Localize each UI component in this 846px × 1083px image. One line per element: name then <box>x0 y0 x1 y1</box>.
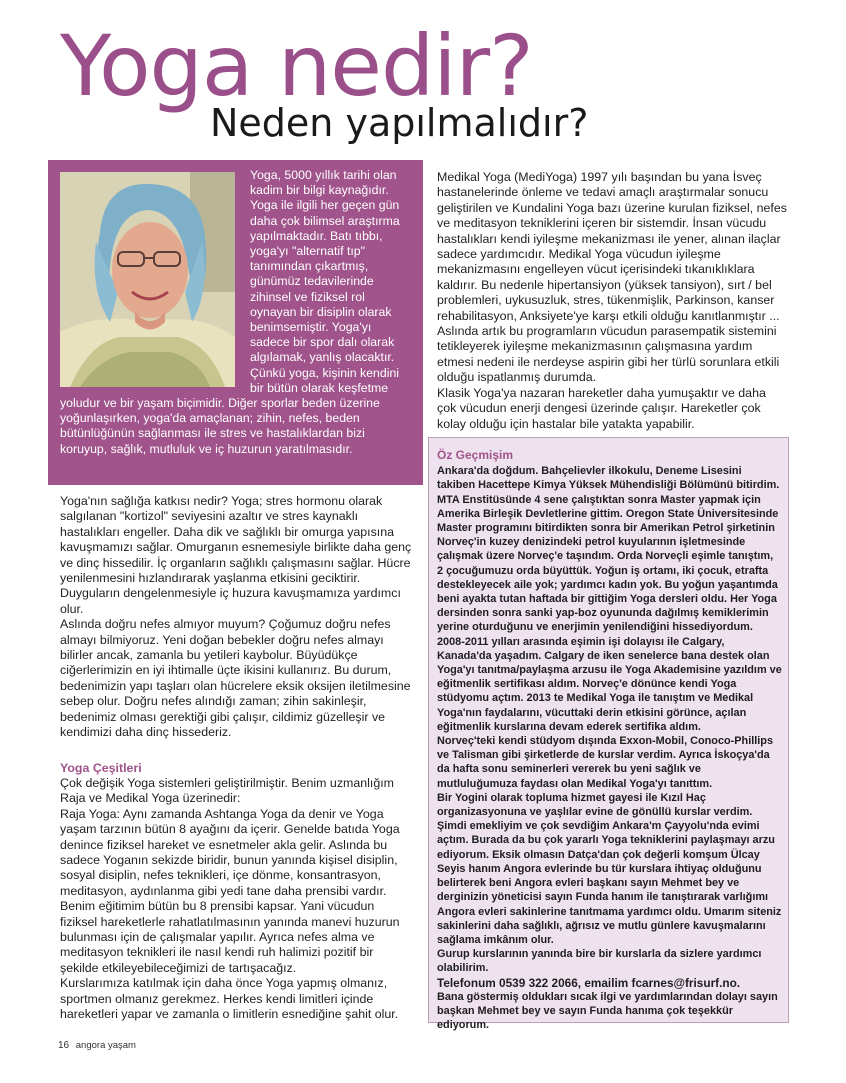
bio-paragraph: Ankara'da doğdum. Bahçelievler ilkokulu, Deneme Lisesini takiben Hacettepe Kimya Yüksek Mühendisliği Bölümünü bitirdim. MTA Enstitüsünde 4 sene çalıştıktan sonra Master yapmak için Amerika Birleşik Devletlerine gittim. Oregon State Üniversitesinde Master programını bitirdikten sonra bir Amerikan Petrol şirketinin Norveç'in kuzey denizindeki petrol kuyularının işletmesinde çalışmak üzere Norveç'e taşındım. Orda Norveçli eşimle tanıştım, 2 çocuğumuzu orda büyüttük. Yoğun iş ortamı, iki çocuk, etrafta destekleyecek aile yok; yardımcı kadın yok. Bu yoğun yaşantımda beni ayakta tutan haftada bir gittiğim Yoga dersleri oldu. Her Yoga dersinden sonra sanki yap-boz oyununda dağılmış kemiklerimin yerine oturduğunu ve enerjimin yenilendiğini hissediyordum. <box>437 465 780 634</box>
bio-paragraph: Bana göstermiş oldukları sıcak ilgi ve yardımlarından dolayı sayın başkan Mehmet bey ve sayın Funda hanıma çok teşekkür ediyorum. <box>437 990 778 1032</box>
bio-box <box>428 437 789 1032</box>
paragraph: Medikal Yoga (MediYoga) 1997 yılı başından bu yana İsveç hastanelerinde önleme ve tedavi amaçlı araştırmalar sonucu geliştirilen ve Kundalini Yoga bazı üzerine kurulan fiziksel, nefes ve meditasyon tekniklerini içeren bir sistemdir. İnsan vücudu hastalıkları kendi iyileşme mekanizması ile yener, alınan ilaçlar sadece yardımcıdır. Medikal Yoga vücudun iyileşme mekanizmasını engelleyen vücut içerisindeki tıkanıklıklara kaldırır. Bu nedenle hipertansiyon (yüksek tansiyon), sırt / bel problemleri, uykusuzluk, stres, tükenmişlik, Parkinson, kanser rehabilitasyon, Anksiyete'ye karşı etkili olduğu kanıtlanmıştır ... Aslında artık bu programların vücudun parasempatik sistemini tetikleyerek iyileşme mekanizmasının çalışmasına yardım etmesi nedeni ile nerdeyse aspirin gibi her türlü sorunlara etkili olduğu ispatlanmış durumda. <box>437 170 787 385</box>
publication-name: angora yaşam <box>75 1040 136 1051</box>
paragraph: Klasik Yoga'ya nazaran hareketler daha yumuşaktır ve daha çok vücudun enerji dengesi üzerinde çalışır. Hareketler çok kolay olduğu için hastalar bile yatakta yapabilir. <box>437 385 766 431</box>
bio-paragraph: Norveç'teki kendi stüdyom dışında Exxon-Mobil, Conoco-Phillips ve Talisman gibi şirketlerde de kurslar verdim. Ayrıca İskoçya'da da hafta sonu seminerleri vererek bu yeni sağlık ve mutluluğumuza faydası olan Medikal Yoga'yı tanıttım. <box>437 735 774 790</box>
paragraph: Raja Yoga: Aynı zamanda Ashtanga Yoga da denir ve Yoga yaşam tarzının bütün 8 ayağını da içerir. Genelde batıda Yoga denince fiziksel hareket ve esnetmeler akla gelir. Aslında bu sadece Yoganın sekizde biridir, bunun yanında kişisel disiplin, sosyal disiplin, nefes teknikleri, içe dönme, konsantrasyon, meditasyon, aydınlanma gibi yedi tane daha prensibi vardır. Benim eğitimim bütün bu 8 prensibi kapsar. Yani vücudun fiziksel hareketlerle rahatlatılmasının yanında manevi huzurun bulunması için de çalışmalar yapılır. Ayrıca nefes alma ve meditasyon teknikleri ile nasıl kendi ruh halimizi pozitif bir şekilde etkileyebileceğimizi de tartışacağız. <box>60 806 400 975</box>
page-title: Yoga nedir? <box>60 17 533 115</box>
paragraph: Aslında doğru nefes almıyor muyum? Çoğumuz doğru nefes almayı bilmiyoruz. Yeni doğan bebekler doğru nefes almayı bilirler ancak, zamanla bu yetileri kaybolur. Büyüdükçe ciğerlerimizin en iyi ihtimalle üçte ikisini kullanırız. Bu durum, bedenimizin yapı taşları olan hücrelere eksik oksijen iletilmesine sebep olur. Doğru nefes alındığı zaman; zihin sakinleşir, bedenimiz olması gerektiği gibi çalışır, cildimiz güzelleşir ve kendimizi daha dinç hissederiz. <box>60 617 411 740</box>
bio-paragraph: 2008-2011 yılları arasında eşimin işi dolayısı ile Calgary, Kanada'da yaşadım. Calgary de iken senelerce bana destek olan Yoga'yı tanıtma/paylaşma arzusu ile Yoga Akademisine yazıldım ve eğitmenlik sertifikası aldım. Norveç'e dönünce kendi Yoga stüdyomu açtım. 2013 te Medikal Yoga ile tanıştım ve Medikal Yoga'nın faydalarını, vücuttaki derin etkisini görünce, açılan eğitmenlik kurslarına devam ederek sertifika aldım. <box>437 635 782 733</box>
bio-paragraph: Bir Yogini olarak topluma hizmet gayesi ile Kızıl Haç organizasyonuna ve yaşlılar evine de gönüllü kurslar verdim. <box>437 791 753 819</box>
right-column <box>437 170 787 432</box>
page-subtitle: Neden yapılmalıdır? <box>210 101 589 145</box>
bio-paragraph: Gurup kurslarının yanında bire bir kurslarla da sizlere yardımcı olabilirim. <box>437 948 762 975</box>
page-number: 16 <box>58 1040 70 1051</box>
paragraph: Yoga'nın sağlığa katkısı nedir? Yoga; stres hormonu olarak salgılanan "kortizol" seviyesini azaltır ve stres kaynaklı hastalıkları engeller. Daha dik ve sağlıklı bir omurga yapısına kavuşmamızı sağlar. Omurganın esnemesiyle birlikte daha genç ve dinç hissedilir. İç organların sağlıklı çalışmasını sağlar. Hücre yenilenmesini hızlandırarak yaşlanma etkisini geciktirir. Duyguların dengelenmesiyle iç huzura kavuşmamıza yardımcı olur. <box>60 494 412 616</box>
section-heading: Yoga Çeşitleri <box>60 760 142 775</box>
bio-heading: Öz Geçmişim <box>437 448 514 462</box>
bio-paragraph: Şimdi emekliyim ve çok sevdiğim Ankara'm Çayyolu'nda evimi açtım. Burada da bu çok yararlı Yoga tekniklerini paylaşmayı arzu ediyorum. Eksik olmasın Datça'dan çok değerli komşum Ülcay Seyis hanım Angora evlerinde bu tür kurslara ihtiyaç olduğunu belirterek beni Angora evleri başkanı sayın Mehmet bey ve derginizin yöneticisi sayın Funda hanım ile tanıştırarak varlığımı Angora evleri sakinlerine tanıtmama yardımcı oldu. Umarım siteniz sakinlerini daha sağlıklı, ağrısız ve mutlu günlere kavuşmalarını sağlama imkânım olur. <box>437 820 782 946</box>
intro-box <box>48 160 423 485</box>
page-footer <box>58 1040 136 1051</box>
paragraph: Kurslarımıza katılmak için daha önce Yoga yapmış olmanız, sportmen olmanız gerekmez. Herkes kendi limitleri içinde hareketleri yapar ve zamanla o limitlerin esnediğine şahit olur. <box>60 976 399 1021</box>
intro-text: Yoga, 5000 yıllık tarihi olan kadim bir bilgi kaynağıdır. Yoga ile ilgili her geçen gün daha çok bilimsel araştırma yapılmaktadır. Batı tıbbı, yoga'yı "alternatif tıp" tanımından çıkartmış, günümüz tedavilerinde zihinsel ve fiziksel rol oynayan bir disiplin olarak benimsemiştir. Yoga'yı sadece bir spor dalı olarak algılamak, yanlış olacaktır. Çünkü yoga, kişinin kendini bir bütün olarak keşfetme yoludur ve bir yaşam biçimidir. Diğer sporlar beden üzerine yoğunlaşırken, yoga'da amaçlanan; zihin, nefes, beden bütünlüğünün sağlanması ile stres ve hastalıklardan bizi koruyup, sağlık, mutluluk ve iç huzurun yaratılmasıdır. <box>60 168 400 456</box>
contact-info: Telefonum 0539 322 2066, emailim fcarnes@frisurf.no. <box>437 975 741 990</box>
left-column <box>60 494 412 1022</box>
paragraph: Çok değişik Yoga sistemleri geliştirilmiştir. Benim uzmanlığım Raja ve Medikal Yoga üzerinedir: <box>60 775 394 806</box>
